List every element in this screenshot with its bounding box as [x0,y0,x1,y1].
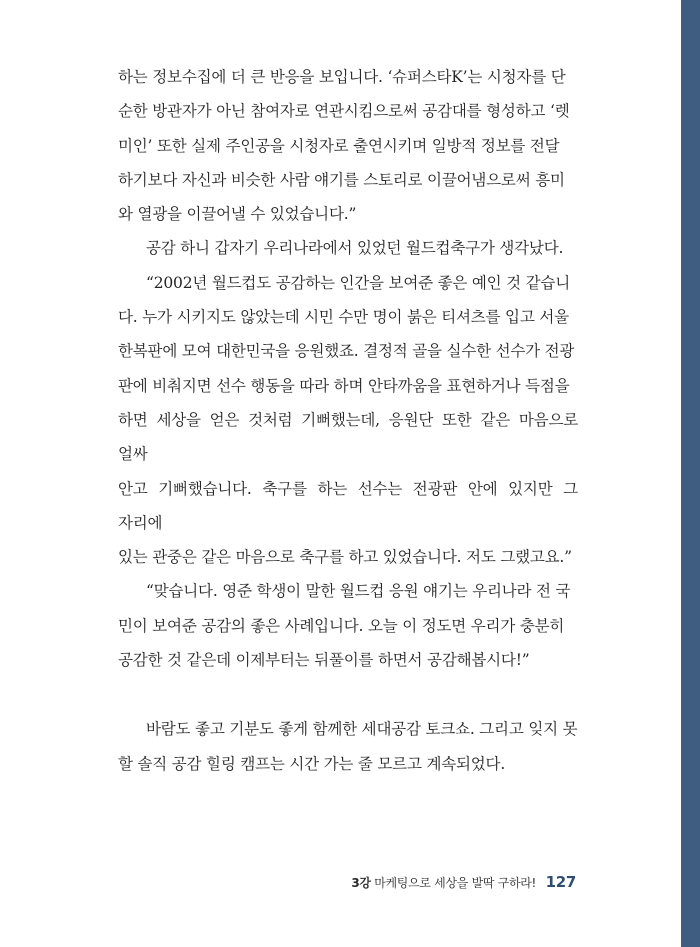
paragraph: 바람도 좋고 기분도 좋게 함께한 세대공감 토크쇼. 그리고 잊지 못 할 솔직 공감 힐링 캠프는 시간 가는 줄 모르고 계속되었다. [118,720,578,773]
paragraph: “2002년 월드컵도 공감하는 인간을 보여준 좋은 예인 것 같습니 다. 누가 시키지도 않았는데 시민 수만 명이 붉은 티셔츠를 입고 서울 한복판에 모여 대한민국을 응원했죠. 결정적 골을 실수한 선수가 전광 판에 비춰지면 선수 행동을 따라 하며 안타까움을 표현하거나 득점을 하면 세상을 얻은 것처럼 기뻐했는데, 응원단 또한 같은 마음으로 얼싸 안고 기뻐했습니다. 축구를 하는 선수는 전광판 안에 있지만 그 자리에 있는 관중은 같은 마음으로 축구를 하고 있었습니다. 저도 그랬고요.” [118,273,578,567]
footer-title: 마케팅으로 세상을 발딱 구하라! [374,876,537,890]
running-footer [351,873,576,891]
paragraph-spacer [118,677,578,712]
paragraph: 공감 하니 갑자기 우리나라에서 있었던 월드컵축구가 생각났다. [146,239,564,258]
paragraph: “맞습니다. 영준 학생이 말한 월드컵 응원 얘기는 우리나라 전 국 민이 보여준 공감의 좋은 사례입니다. 오늘 이 정도면 우리가 충분히 공감한 것 같은데 이제부터는 뒤풀이를 하면서 공감해봅시다!” [118,582,571,670]
page-body [118,60,578,781]
paragraph: 하는 정보수집에 더 큰 반응을 보입니다. ‘슈퍼스타K’는 시청자를 단 순한 방관자가 아닌 참여자로 연관시킴으로써 공감대를 형성하고 ‘렛 미인’ 또한 실제 주인공을 시청자로 출연시키며 일방적 정보를 전달 하기보다 자신과 비슷한 사람 얘기를 스토리로 이끌어냄으로써 흥미 와 열광을 이끌어낼 수 있었습니다.” [118,68,570,224]
footer-chapter: 3강 [351,876,371,890]
chapter-edge-bar [681,0,700,947]
page-number: 127 [545,873,576,891]
